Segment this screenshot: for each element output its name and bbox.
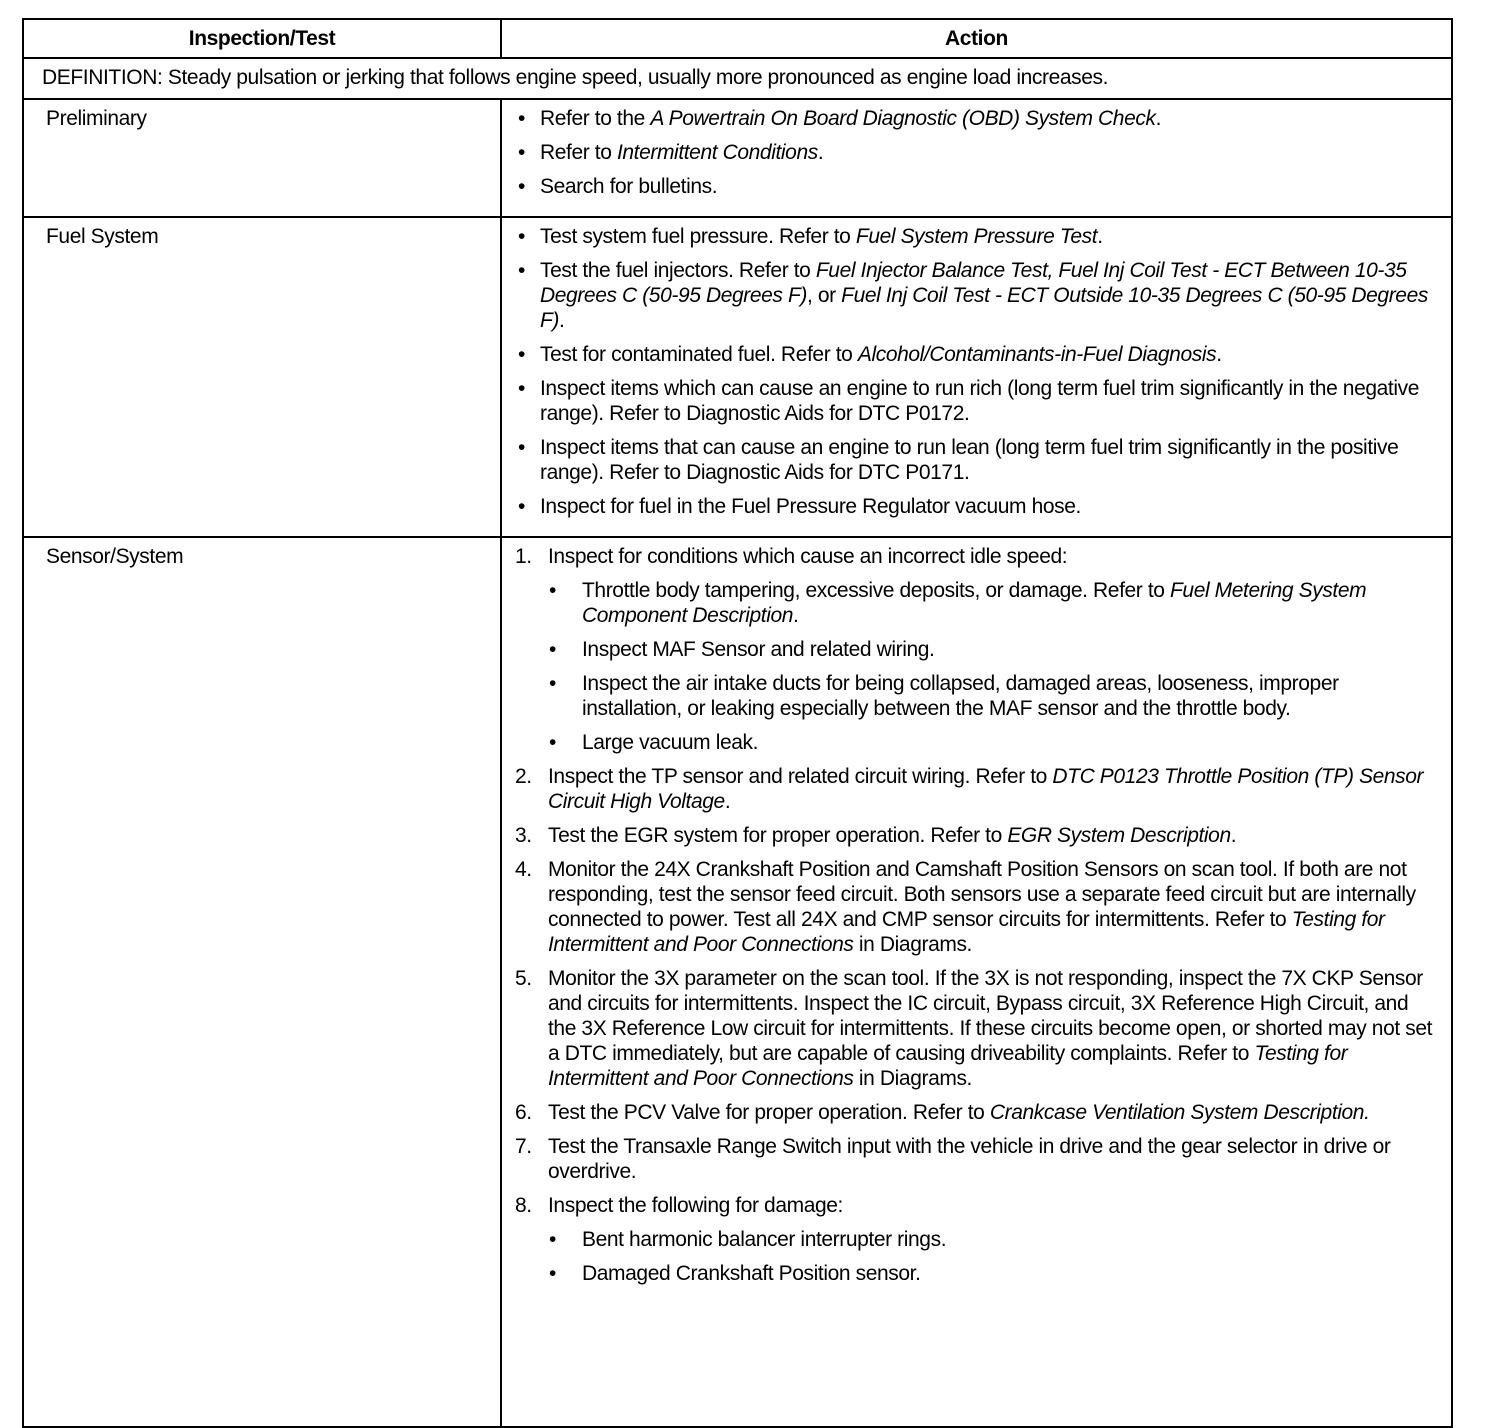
table-row — [23, 99, 1452, 217]
bullet-icon: • — [518, 259, 525, 282]
inspection-label: Preliminary — [23, 99, 501, 217]
text-segment: Monitor the 3X parameter on the scan tool. If the 3X is not responding, inspect the 7X CKP Sensor and circuits for intermittents. Inspect the IC circuit, Bypass circuit, 3X Reference High Circuit, and the 3X Reference Low circuit for intermittents. If these circuits become open, or shorted may not set a DTC immediately, but are capable of causing driveability complaints. Refer to — [548, 967, 1433, 1065]
text-segment: Throttle body tampering, excessive deposits, or damage. Refer to — [582, 579, 1170, 602]
list-item — [518, 342, 1441, 367]
list-item — [518, 174, 1441, 199]
bullet-icon: • — [518, 343, 525, 366]
text-segment: EGR System Description — [1007, 824, 1231, 847]
text-segment: in Diagrams. — [853, 1067, 972, 1090]
text-segment: Fuel Injector Balance Test, Fuel Inj Coil Test - ECT Between 10-35 Degrees C (50-95 Degrees F) — [540, 259, 1407, 307]
list-item — [518, 140, 1441, 165]
definition-row — [23, 58, 1452, 99]
text-segment: Test the EGR system for proper operation. Refer to — [548, 824, 1008, 847]
text-segment: Inspect the following for damage: — [548, 1194, 843, 1217]
bullet-icon: • — [518, 377, 525, 400]
numbered-item — [515, 857, 1441, 957]
item-number: 2. — [515, 765, 532, 788]
bullet-icon: • — [549, 1262, 556, 1285]
inspection-label: Sensor/System — [23, 537, 501, 1427]
bullet-icon: • — [549, 731, 556, 754]
numbered-item — [515, 1134, 1441, 1184]
text-segment: Inspect for fuel in the Fuel Pressure Regulator vacuum hose. — [540, 495, 1081, 518]
header-inspection-test: Inspection/Test — [23, 19, 501, 58]
text-segment: Alcohol/Contaminants-in-Fuel Diagnosis — [857, 343, 1217, 366]
bullet-icon: • — [518, 175, 525, 198]
text-segment: Test the Transaxle Range Switch input with the vehicle in drive and the gear selector in drive or overdrive. — [548, 1135, 1391, 1183]
list-item — [518, 435, 1441, 485]
action-cell — [501, 217, 1452, 537]
text-segment: in Diagrams. — [853, 933, 972, 956]
text-segment: Fuel Metering System Component Description — [582, 579, 1367, 627]
text-segment: Damaged Crankshaft Position sensor. — [582, 1262, 921, 1285]
sub-list-item — [549, 730, 1441, 755]
text-segment: , or — [806, 284, 842, 307]
text-segment: Test the fuel injectors. Refer to — [540, 259, 816, 282]
text-segment: Inspect items which can cause an engine to run rich (long term fuel trim significantly in the negative range). Refer to Diagnostic Aids for DTC P0172. — [540, 377, 1419, 425]
text-segment: . — [793, 604, 799, 627]
text-segment: . — [1230, 824, 1237, 847]
bullet-icon: • — [518, 436, 525, 459]
sub-list-item — [549, 637, 1441, 662]
text-segment: . — [1097, 225, 1103, 248]
text-segment: A Powertrain On Board Diagnostic (OBD) System Check — [650, 107, 1156, 130]
inspection-label: Fuel System — [23, 217, 501, 537]
table-row — [23, 537, 1452, 1427]
text-segment: Large vacuum leak. — [582, 731, 759, 754]
numbered-item — [515, 823, 1441, 848]
item-number: 6. — [515, 1101, 532, 1124]
text-segment: Refer to — [540, 141, 617, 164]
sub-list-item — [549, 1261, 1441, 1286]
text-segment: Testing for Intermittent and Poor Connections — [548, 1042, 1348, 1090]
text-segment: . — [817, 141, 824, 164]
text-segment: Inspect for conditions which cause an incorrect idle speed: — [548, 545, 1068, 568]
item-number: 1. — [515, 545, 532, 568]
item-number: 4. — [515, 858, 532, 881]
bullet-icon: • — [518, 225, 525, 248]
sub-list-item — [549, 578, 1441, 628]
definition-text: DEFINITION: Steady pulsation or jerking that follows engine speed, usually more pronounced as engine load increases. — [23, 58, 1452, 99]
header-row — [23, 19, 1452, 58]
list-item — [518, 258, 1441, 333]
numbered-item — [515, 1193, 1441, 1286]
text-segment: Inspect the TP sensor and related circuit wiring. Refer to — [548, 765, 1053, 788]
list-item — [518, 376, 1441, 426]
bullet-icon: • — [549, 579, 556, 602]
bullet-icon: • — [549, 672, 556, 695]
text-segment: Fuel Inj Coil Test - ECT Outside 10-35 Degrees C (50-95 Degrees F) — [540, 284, 1428, 332]
bullet-icon: • — [518, 495, 525, 518]
header-action: Action — [501, 19, 1452, 58]
text-segment: Refer to the — [540, 107, 651, 130]
action-cell — [501, 537, 1452, 1427]
numbered-item — [515, 764, 1441, 814]
text-segment: Intermittent Conditions — [616, 141, 818, 164]
bullet-icon: • — [549, 638, 556, 661]
sub-list-item — [549, 1227, 1441, 1252]
numbered-item — [515, 544, 1441, 755]
text-segment: Inspect the air intake ducts for being collapsed, damaged areas, looseness, improper installation, or leaking especially between the MAF sensor and the throttle body. — [582, 672, 1339, 720]
diagnostic-table — [22, 18, 1453, 1428]
text-segment: Fuel System Pressure Test — [855, 225, 1098, 248]
text-segment: . — [559, 309, 565, 332]
item-number: 8. — [515, 1194, 532, 1217]
bullet-icon: • — [518, 141, 525, 164]
numbered-item — [515, 1100, 1441, 1125]
list-item — [518, 106, 1441, 131]
table-row — [23, 217, 1452, 537]
sub-list-item — [549, 671, 1441, 721]
action-cell — [501, 99, 1452, 217]
text-segment: Test the PCV Valve for proper operation. Refer to — [548, 1101, 990, 1124]
item-number: 3. — [515, 824, 532, 847]
text-segment: Test for contaminated fuel. Refer to — [540, 343, 858, 366]
text-segment: . — [724, 790, 731, 813]
text-segment: Inspect items that can cause an engine to run lean (long term fuel trim significantly in the positive range). Refer to Diagnostic Aids for DTC P0171. — [540, 436, 1399, 484]
text-segment: Test system fuel pressure. Refer to — [540, 225, 856, 248]
text-segment: Inspect MAF Sensor and related wiring. — [582, 638, 935, 661]
text-segment: Testing for Intermittent and Poor Connections — [548, 908, 1385, 956]
text-segment: Bent harmonic balancer interrupter rings. — [582, 1228, 947, 1251]
bullet-icon: • — [549, 1228, 556, 1251]
numbered-item — [515, 966, 1441, 1091]
list-item — [518, 494, 1441, 519]
text-segment: . — [1216, 343, 1222, 366]
sub-list — [549, 1227, 1441, 1286]
text-segment: Search for bulletins. — [540, 175, 718, 198]
text-segment: DTC P0123 Throttle Position (TP) Sensor Circuit High Voltage — [548, 765, 1424, 813]
text-segment: Crankcase Ventilation System Description. — [989, 1101, 1370, 1124]
sub-list — [549, 578, 1441, 755]
bullet-icon: • — [518, 107, 525, 130]
text-segment: Monitor the 24X Crankshaft Position and Camshaft Position Sensors on scan tool. If both are not responding, test the sensor feed circuit. Both sensors use a separate feed circuit but are internally connected to power. Test all 24X and CMP sensor circuits for intermittents. Refer to — [548, 858, 1416, 931]
item-number: 5. — [515, 967, 532, 990]
text-segment: . — [1155, 107, 1161, 130]
list-item — [518, 224, 1441, 249]
item-number: 7. — [515, 1135, 532, 1158]
